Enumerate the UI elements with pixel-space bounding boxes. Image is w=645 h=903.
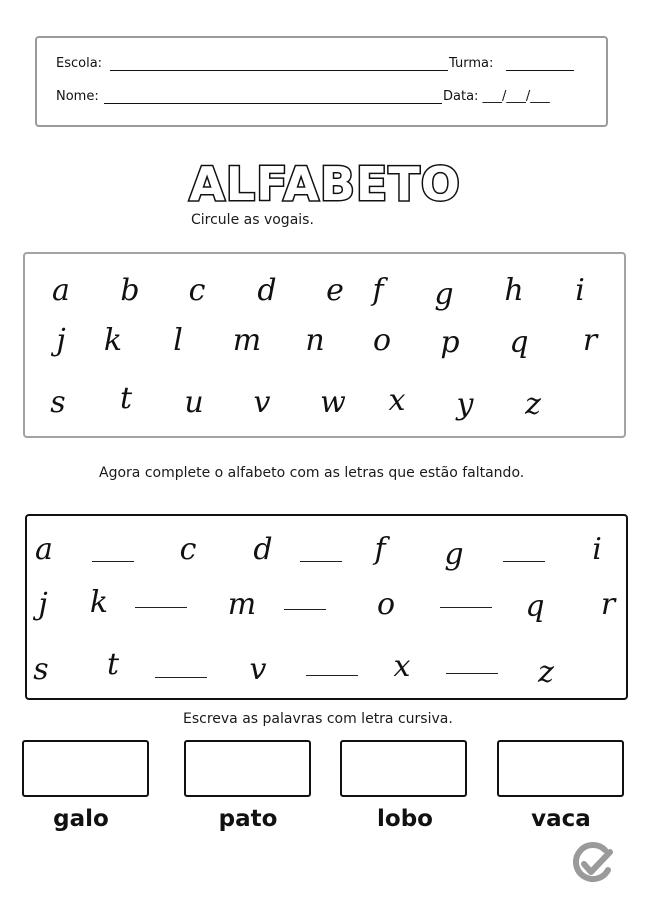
letter-g[interactable]: g: [434, 277, 454, 312]
blank-u[interactable]: [155, 677, 207, 678]
complete-letter-q: q: [525, 589, 545, 624]
word-galo: galo: [53, 806, 109, 832]
letter-a[interactable]: a: [52, 273, 70, 308]
letter-v[interactable]: v: [253, 385, 271, 420]
letter-s[interactable]: s: [50, 385, 66, 420]
nome-label: Nome:: [56, 89, 99, 104]
letter-x[interactable]: x: [388, 383, 406, 418]
instruction-complete: Agora complete o alfabeto com as letras que estão faltando.: [99, 465, 525, 481]
letter-d[interactable]: d: [257, 273, 277, 308]
complete-letter-j: j: [38, 587, 48, 622]
letter-u[interactable]: u: [184, 385, 204, 420]
letter-n[interactable]: n: [305, 323, 325, 358]
letter-h[interactable]: h: [504, 273, 524, 308]
letter-e[interactable]: e: [326, 273, 344, 308]
blank-y[interactable]: [446, 673, 498, 674]
complete-letter-d: d: [253, 532, 273, 567]
instruction-write: Escreva as palavras com letra cursiva.: [183, 711, 453, 727]
student-info-box: [35, 36, 608, 127]
letter-t[interactable]: t: [119, 381, 133, 416]
complete-letter-t: t: [106, 647, 120, 682]
complete-letter-c: c: [179, 532, 197, 567]
letter-f[interactable]: f: [372, 273, 384, 308]
title-text: ALFABETO: [189, 157, 461, 211]
instruction-circle: Circule as vogais.: [191, 212, 314, 228]
turma-label: Turma:: [449, 56, 494, 71]
letter-k[interactable]: k: [103, 323, 123, 358]
complete-letter-i: i: [592, 532, 602, 567]
turma-line[interactable]: [506, 70, 574, 71]
complete-letter-o: o: [376, 587, 396, 622]
write-box-lobo[interactable]: [340, 740, 467, 797]
word-pato: pato: [218, 806, 278, 832]
blank-l[interactable]: [135, 607, 187, 608]
letter-m[interactable]: m: [232, 323, 262, 358]
blank-e[interactable]: [300, 561, 342, 562]
blank-h[interactable]: [503, 561, 545, 562]
escola-line[interactable]: [110, 70, 448, 71]
complete-letter-f: f: [374, 532, 386, 567]
complete-letter-z: z: [538, 655, 554, 690]
blank-n[interactable]: [284, 609, 326, 610]
letter-o[interactable]: o: [372, 323, 392, 358]
blank-p[interactable]: [440, 607, 492, 608]
page-title: [186, 150, 464, 212]
letter-b[interactable]: b: [120, 273, 140, 308]
letter-y[interactable]: y: [456, 387, 474, 422]
write-box-galo[interactable]: [22, 740, 149, 797]
blank-b[interactable]: [92, 561, 134, 562]
write-box-vaca[interactable]: [497, 740, 624, 797]
letter-z[interactable]: z: [525, 387, 541, 422]
complete-letter-m: m: [227, 587, 257, 622]
complete-letter-k: k: [89, 585, 109, 620]
escola-label: Escola:: [56, 56, 103, 71]
nome-line[interactable]: [104, 103, 442, 104]
complete-letter-s: s: [33, 652, 49, 687]
blank-w[interactable]: [306, 675, 358, 676]
letter-l[interactable]: l: [173, 323, 183, 358]
letter-r[interactable]: r: [582, 323, 598, 358]
complete-letter-a: a: [35, 532, 53, 567]
write-box-pato[interactable]: [184, 740, 311, 797]
letter-q[interactable]: q: [509, 325, 529, 360]
complete-letter-g: g: [444, 537, 464, 572]
letter-w[interactable]: w: [320, 385, 346, 420]
data-label: Data: ___/___/___: [443, 89, 550, 104]
word-lobo: lobo: [377, 806, 433, 832]
complete-letter-v: v: [249, 652, 267, 687]
letter-c[interactable]: c: [188, 273, 206, 308]
letter-p[interactable]: p: [440, 325, 460, 360]
letter-i[interactable]: i: [575, 273, 585, 308]
complete-letter-r: r: [600, 587, 616, 622]
word-vaca: vaca: [531, 806, 591, 832]
checkmark-logo-icon: [572, 842, 614, 886]
letter-j[interactable]: j: [56, 323, 66, 358]
complete-letter-x: x: [393, 649, 411, 684]
